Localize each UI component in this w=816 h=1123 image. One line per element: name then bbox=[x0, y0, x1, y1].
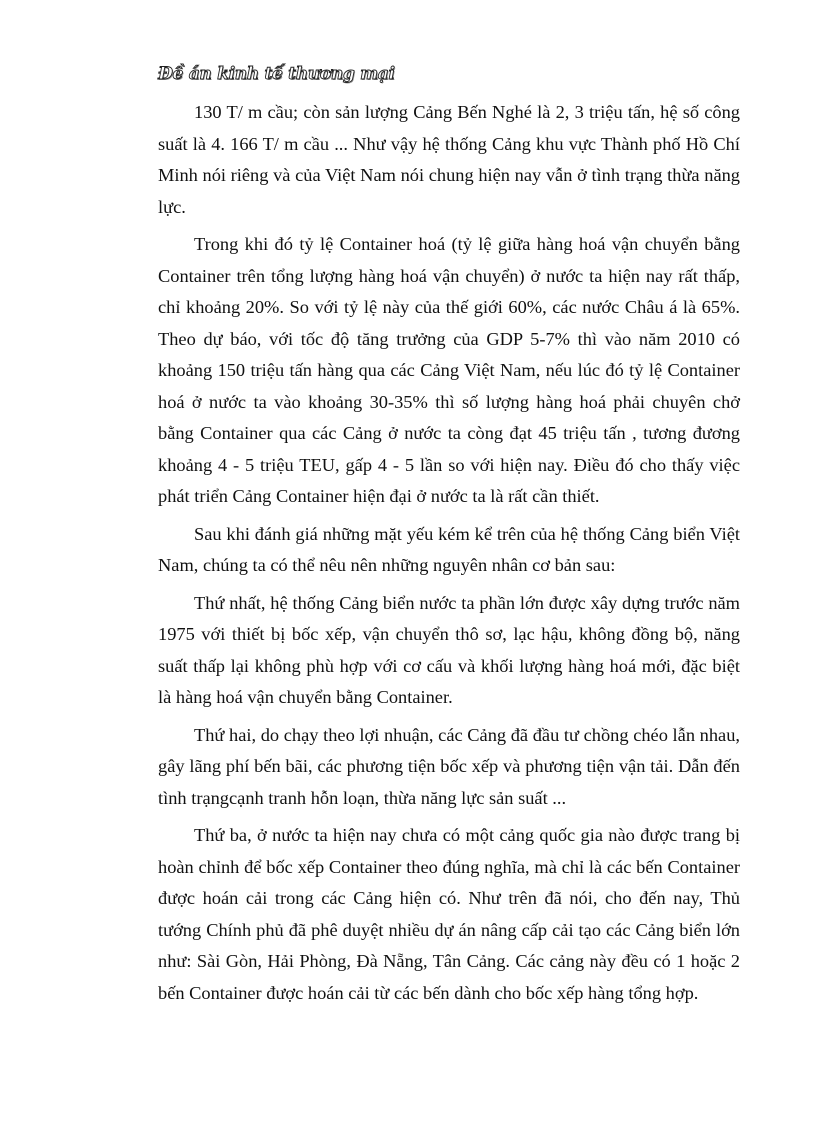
paragraph-6: Thứ ba, ở nước ta hiện nay chưa có một cảng quốc gia nào được trang bị hoàn chỉnh để bốc xếp Container theo đúng nghĩa, mà chỉ là các bến Container được hoán cải trong các Cảng hiện có. Như trên đã nói, cho đến nay, Thủ tướng Chính phủ đã phê duyệt nhiều dự án nâng cấp cải tạo các Cảng biển lớn như: Sài Gòn, Hải Phòng, Đà Nẵng, Tân Cảng. Các cảng này đều có 1 hoặc 2 bến Container được hoán cải từ các bến dành cho bốc xếp hàng tổng hợp. bbox=[158, 825, 740, 1003]
paragraph-4: Thứ nhất, hệ thống Cảng biển nước ta phần lớn được xây dựng trước năm 1975 với thiết bị bốc xếp, vận chuyển thô sơ, lạc hậu, không đồng bộ, năng suất thấp lại không phù hợp với cơ cấu và khối lượng hàng hoá mới, đặc biệt là hàng hoá vận chuyển bằng Container. bbox=[158, 592, 740, 707]
paragraph-1: 130 T/ m cầu; còn sản lượng Cảng Bến Nghé là 2, 3 triệu tấn, hệ số công suất là 4. 166 T/ m cầu ... Như vậy hệ thống Cảng khu vực Thành phố Hồ Chí Minh nói riêng và của Việt Nam nói chung hiện nay vẫn ở tình trạng thừa năng lực. bbox=[158, 102, 740, 217]
paragraph-5: Thứ hai, do chạy theo lợi nhuận, các Cảng đã đầu tư chồng chéo lẫn nhau, gây lãng phí bến bãi, các phương tiện bốc xếp và phương tiện vận tải. Dẫn đến tình trạngcạnh tranh hỗn loạn, thừa năng lực sản suất ... bbox=[158, 724, 740, 808]
paragraph-3: Sau khi đánh giá những mặt yếu kém kể trên của hệ thống Cảng biển Việt Nam, chúng ta có thể nêu nên những nguyên nhân cơ bản sau: bbox=[158, 523, 740, 575]
paragraph-2: Trong khi đó tỷ lệ Container hoá (tỷ lệ giữa hàng hoá vận chuyển bằng Container trên tổng lượng hàng hoá vận chuyển) ở nước ta hiện nay rất thấp, chỉ khoảng 20%. So với tỷ lệ này của thế giới 60%, các nước Châu á là 65%. Theo dự báo, với tốc độ tăng trưởng của GDP 5-7% thì vào năm 2010 có khoảng 150 triệu tấn hàng qua các Cảng Việt Nam, nếu lúc đó tỷ lệ Container hoá ở nước ta vào khoảng 30-35% thì số lượng hàng hoá phải chuyên chở bằng Container qua các Cảng ở nước ta còng đạt 45 triệu tấn , tương đương khoảng 4 - 5 triệu TEU, gấp 4 - 5 lần so với hiện nay. Điều đó cho thấy việc phát triển Cảng Container hiện đại ở nước ta là rất cần thiết. bbox=[158, 234, 740, 506]
running-header: Đề án kinh tế thương mại bbox=[158, 64, 395, 84]
body-text bbox=[158, 97, 740, 1015]
